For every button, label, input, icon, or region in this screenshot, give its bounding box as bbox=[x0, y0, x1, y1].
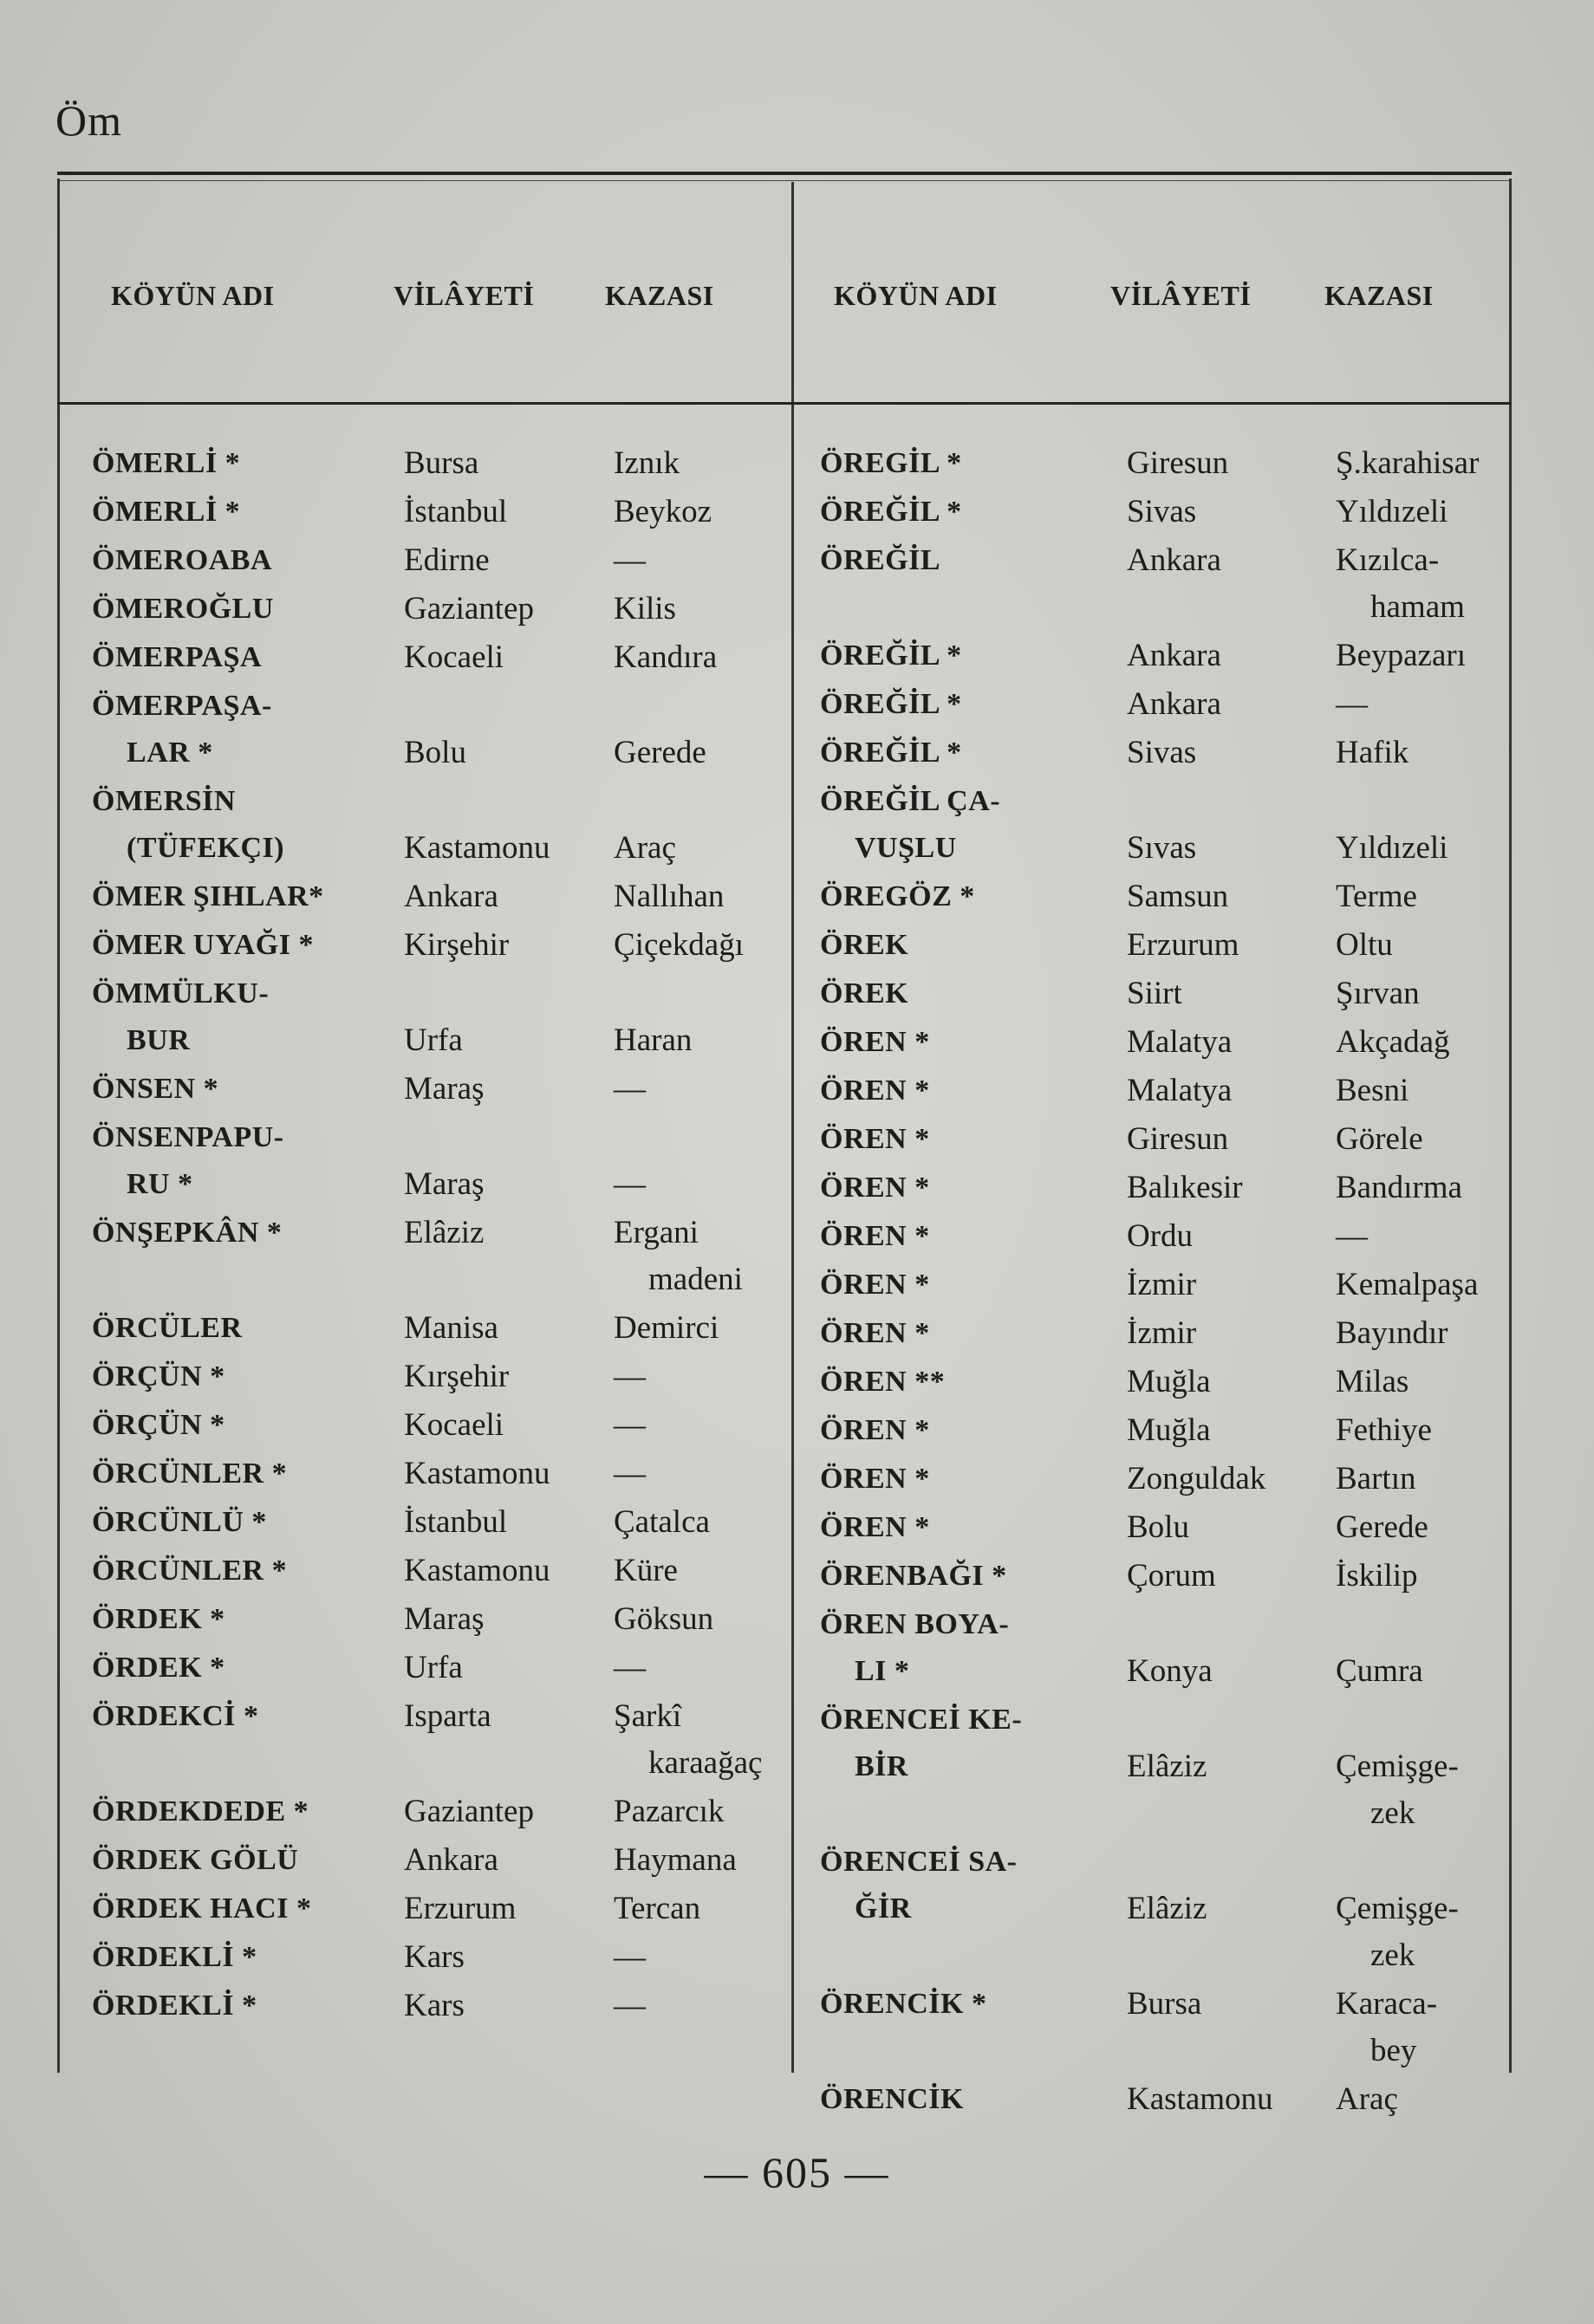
village-name bbox=[92, 586, 274, 633]
district bbox=[614, 489, 712, 536]
district-line: Iznık bbox=[614, 445, 680, 481]
district bbox=[614, 1499, 710, 1546]
village-name-line: ÖMER UYAĞI * bbox=[92, 929, 314, 961]
village-name-line: ÖREGİL * bbox=[820, 447, 962, 479]
village-name-line: ÖRDEK * bbox=[92, 1652, 225, 1684]
district bbox=[614, 1017, 692, 1064]
district bbox=[1336, 633, 1466, 679]
province: Elâziz bbox=[1127, 1891, 1207, 1926]
province: Ankara bbox=[404, 1842, 498, 1878]
district bbox=[1336, 970, 1420, 1017]
village-name bbox=[92, 1210, 282, 1256]
district-line: — bbox=[614, 1359, 646, 1394]
village-name bbox=[92, 1114, 284, 1208]
province: Ankara bbox=[404, 879, 498, 914]
district bbox=[614, 730, 706, 776]
village-name bbox=[92, 489, 240, 536]
district bbox=[1336, 2076, 1398, 2123]
province: Kars bbox=[404, 1939, 465, 1975]
village-name-line: ÖREN * bbox=[820, 1463, 930, 1495]
village-name-continuation: LAR * bbox=[127, 737, 213, 769]
province: Elâziz bbox=[1127, 1749, 1207, 1784]
village-name-line: ÖRDEKLİ * bbox=[92, 1990, 257, 2022]
village-name bbox=[92, 683, 272, 776]
district-line: Pazarcık bbox=[614, 1794, 725, 1829]
village-name bbox=[820, 489, 962, 536]
village-name bbox=[820, 1407, 930, 1454]
village-name bbox=[820, 633, 962, 679]
province: Kocaeli bbox=[404, 639, 504, 675]
header-kazasi: KAZASI bbox=[1324, 280, 1434, 311]
province: Ordu bbox=[1127, 1218, 1194, 1254]
province: Muğla bbox=[1127, 1364, 1211, 1399]
district-line: Haran bbox=[614, 1022, 693, 1058]
province: Siirt bbox=[1127, 976, 1182, 1011]
district bbox=[614, 1402, 646, 1449]
district-line: — bbox=[614, 1456, 646, 1491]
village-name bbox=[92, 1934, 257, 1981]
district-line: Demirci bbox=[614, 1310, 719, 1346]
village-name-line: ÖREK bbox=[820, 977, 909, 1009]
village-name bbox=[820, 778, 1000, 872]
district bbox=[614, 922, 744, 969]
village-name bbox=[820, 681, 962, 728]
district bbox=[1336, 681, 1368, 728]
village-name bbox=[820, 1697, 1022, 1790]
village-name-line: ÖNŞEPKÂN * bbox=[92, 1217, 283, 1249]
district-line: Göksun bbox=[614, 1601, 714, 1637]
district-line: Şırvan bbox=[1336, 976, 1420, 1011]
district bbox=[614, 1983, 646, 2029]
district-continuation: zek bbox=[1370, 1795, 1415, 1831]
village-name-line: ÖRENCİK bbox=[820, 2083, 964, 2115]
district bbox=[614, 1354, 646, 1400]
district-line: Beykoz bbox=[614, 494, 712, 529]
village-name bbox=[820, 1019, 930, 1066]
district bbox=[614, 1161, 646, 1208]
district-line: Tercan bbox=[614, 1891, 701, 1926]
village-name bbox=[92, 440, 240, 487]
province: Bursa bbox=[404, 445, 479, 481]
village-name bbox=[92, 1451, 287, 1497]
district-line: Yıldızeli bbox=[1336, 494, 1448, 529]
province: Kastamonu bbox=[404, 830, 550, 866]
province: Urfa bbox=[404, 1022, 463, 1058]
village-name bbox=[820, 922, 908, 969]
village-name-line: ÖREN * bbox=[820, 1269, 930, 1301]
village-name-line: ÖREN * bbox=[820, 1511, 930, 1543]
district bbox=[614, 1837, 737, 1884]
village-name-line: ÖMEROABA bbox=[92, 544, 272, 576]
province: Konya bbox=[1127, 1653, 1213, 1689]
village-name bbox=[820, 440, 962, 487]
village-name-line: ÖRDEKCİ * bbox=[92, 1700, 259, 1732]
village-name-line: ÖMMÜLKU- bbox=[92, 977, 270, 1009]
district bbox=[614, 1451, 646, 1497]
district-continuation: karaağaç bbox=[648, 1745, 763, 1781]
district-line: Haymana bbox=[614, 1842, 737, 1878]
district bbox=[614, 1305, 719, 1352]
district-line: Milas bbox=[1336, 1364, 1409, 1399]
village-name-line: ÖRCÜNLÜ * bbox=[92, 1506, 267, 1538]
district bbox=[614, 1886, 700, 1932]
village-name-line: ÖNSEN * bbox=[92, 1073, 219, 1105]
province: Bursa bbox=[1127, 1986, 1202, 2022]
village-name-continuation: BİR bbox=[855, 1750, 908, 1782]
village-name-line: ÖRCÜNLER * bbox=[92, 1457, 288, 1490]
village-name-line: ÖRCÜLER bbox=[92, 1312, 243, 1344]
district-line: Görele bbox=[1336, 1121, 1423, 1157]
district-continuation: bey bbox=[1370, 2033, 1417, 2068]
village-name bbox=[820, 1165, 930, 1211]
running-head: Öm bbox=[55, 96, 122, 145]
village-name-line: ÖREĞİL * bbox=[820, 496, 962, 528]
district bbox=[614, 1548, 678, 1594]
village-name bbox=[820, 970, 908, 1017]
village-name-line: ÖREN * bbox=[820, 1317, 930, 1349]
village-name bbox=[92, 1354, 225, 1400]
province: Ankara bbox=[1127, 638, 1221, 673]
village-name-continuation: ĞİR bbox=[855, 1892, 912, 1925]
village-name-line: ÖRDEKDEDE * bbox=[92, 1795, 309, 1827]
district bbox=[1336, 1981, 1437, 2074]
district-line: Araç bbox=[1336, 2081, 1398, 2117]
village-name bbox=[820, 1068, 930, 1114]
province: Kirşehir bbox=[404, 927, 510, 963]
village-name bbox=[820, 2076, 964, 2123]
district bbox=[614, 1645, 646, 1691]
province: Urfa bbox=[404, 1650, 463, 1685]
province: Giresun bbox=[1127, 445, 1229, 481]
district bbox=[614, 1934, 646, 1981]
village-name bbox=[820, 1262, 930, 1308]
district bbox=[614, 1788, 724, 1835]
province: Malatya bbox=[1127, 1024, 1233, 1060]
district bbox=[614, 537, 646, 584]
province: İstanbul bbox=[404, 1504, 508, 1540]
province: Kastamonu bbox=[1127, 2081, 1273, 2117]
district-line: Kemalpaşa bbox=[1336, 1267, 1479, 1302]
district-line: Fethiye bbox=[1336, 1412, 1432, 1448]
village-name bbox=[92, 1693, 258, 1740]
district-line: — bbox=[614, 1988, 646, 2023]
province: Gaziantep bbox=[404, 591, 534, 626]
district bbox=[1336, 1743, 1459, 1837]
province: Kırşehir bbox=[404, 1359, 510, 1394]
province: Maraş bbox=[404, 1166, 485, 1202]
district bbox=[1336, 1886, 1459, 1979]
district bbox=[1336, 1262, 1478, 1308]
district-continuation: madeni bbox=[648, 1262, 743, 1297]
header-vilayeti: VİLÂYETİ bbox=[1110, 280, 1252, 311]
village-name bbox=[92, 537, 272, 584]
district-line: Küre bbox=[614, 1553, 678, 1588]
district-line: Çemişge- bbox=[1336, 1891, 1459, 1926]
district-line: Çumra bbox=[1336, 1653, 1423, 1689]
province: Manisa bbox=[404, 1310, 498, 1346]
village-name bbox=[820, 873, 975, 920]
village-name-line: ÖRDEK HACI * bbox=[92, 1892, 312, 1925]
district bbox=[1336, 1116, 1423, 1163]
village-name-line: ÖREN BOYA- bbox=[820, 1608, 1010, 1640]
village-name-line: ÖRENCİK * bbox=[820, 1988, 987, 2020]
district bbox=[614, 1210, 743, 1303]
district bbox=[614, 1693, 762, 1787]
village-name-line: ÖNSENPAPU- bbox=[92, 1121, 284, 1153]
village-name-line: ÖMERPAŞA bbox=[92, 641, 263, 673]
district bbox=[1336, 1504, 1428, 1551]
district bbox=[1336, 1456, 1415, 1503]
province: Ankara bbox=[1127, 686, 1221, 722]
left-header-row bbox=[57, 280, 791, 323]
village-name bbox=[92, 970, 269, 1064]
village-name-line: ÖRÇÜN * bbox=[92, 1409, 225, 1441]
district-line: Beypazarı bbox=[1336, 638, 1466, 673]
district bbox=[614, 440, 680, 487]
district-line: — bbox=[614, 1407, 646, 1443]
village-name-line: ÖREN * bbox=[820, 1026, 930, 1058]
village-name bbox=[92, 1788, 309, 1835]
district bbox=[1336, 922, 1393, 969]
village-name-line: ÖRENCEİ KE- bbox=[820, 1704, 1023, 1736]
header-koy-adi: KÖYÜN ADI bbox=[111, 280, 275, 311]
province: Çorum bbox=[1127, 1558, 1216, 1594]
village-name-line: ÖMERSİN bbox=[92, 785, 236, 817]
district-line: — bbox=[614, 542, 646, 578]
province: Zonguldak bbox=[1127, 1461, 1266, 1496]
village-name-continuation: RU * bbox=[127, 1168, 193, 1200]
district-line: — bbox=[614, 1650, 646, 1685]
village-name bbox=[820, 1981, 986, 2028]
village-name-line: ÖMERLİ * bbox=[92, 447, 241, 479]
province: Elâziz bbox=[404, 1215, 485, 1250]
province: Kastamonu bbox=[404, 1553, 550, 1588]
village-name-line: ÖMEROĞLU bbox=[92, 593, 274, 625]
header-kazasi: KAZASI bbox=[605, 280, 714, 311]
village-name bbox=[92, 1886, 311, 1932]
province: Giresun bbox=[1127, 1121, 1229, 1157]
district-line: Araç bbox=[614, 830, 676, 866]
province: Balıkesir bbox=[1127, 1170, 1243, 1205]
village-name bbox=[820, 1456, 930, 1503]
village-name bbox=[92, 778, 284, 872]
district-line: Ergani bbox=[614, 1215, 699, 1250]
index-table bbox=[57, 172, 1512, 2117]
province: İstanbul bbox=[404, 494, 508, 529]
district-continuation: zek bbox=[1370, 1938, 1415, 1973]
district-line: Gerede bbox=[614, 735, 706, 770]
district-line: — bbox=[1336, 1218, 1368, 1254]
district-line: Nallıhan bbox=[614, 879, 725, 914]
district bbox=[1336, 537, 1465, 631]
district-line: Oltu bbox=[1336, 927, 1393, 963]
village-name bbox=[820, 1839, 1017, 1932]
village-name-line: ÖRCÜNLER * bbox=[92, 1555, 288, 1587]
district bbox=[1336, 1213, 1368, 1260]
district-continuation: hamam bbox=[1370, 589, 1465, 625]
village-name-line: ÖMERLİ * bbox=[92, 496, 241, 528]
district-line: Bayındır bbox=[1336, 1315, 1448, 1351]
village-name-line: ÖREĞİL ÇA- bbox=[820, 785, 1001, 817]
village-name-line: ÖMERPAŞA- bbox=[92, 690, 272, 722]
province: İzmir bbox=[1127, 1267, 1197, 1302]
village-name-line: ÖREĞİL bbox=[820, 544, 941, 576]
village-name bbox=[92, 1402, 225, 1449]
village-name bbox=[92, 873, 324, 920]
district-line: — bbox=[614, 1166, 646, 1202]
province: Erzurum bbox=[404, 1891, 517, 1926]
village-name-line: ÖRENCEİ SA- bbox=[820, 1846, 1018, 1878]
district-line: Bandırma bbox=[1336, 1170, 1462, 1205]
province: Kars bbox=[404, 1988, 465, 2023]
province: Malatya bbox=[1127, 1073, 1233, 1108]
province: Sivas bbox=[1127, 735, 1197, 770]
village-name-line: ÖREĞİL * bbox=[820, 639, 962, 672]
district-line: Kızılca- bbox=[1336, 542, 1440, 578]
village-name-line: ÖRDEK * bbox=[92, 1603, 225, 1635]
district-line: Karaca- bbox=[1336, 1986, 1438, 2022]
village-name bbox=[92, 922, 314, 969]
village-name bbox=[820, 1116, 930, 1163]
district bbox=[614, 586, 676, 633]
village-name bbox=[92, 1837, 298, 1884]
district bbox=[614, 1066, 646, 1113]
district bbox=[1336, 1648, 1423, 1695]
district bbox=[1336, 1407, 1432, 1454]
district bbox=[614, 825, 676, 872]
district-line: Çiçekdağı bbox=[614, 927, 745, 963]
village-name bbox=[820, 1359, 945, 1405]
province: Ankara bbox=[1127, 542, 1221, 578]
district-line: Terme bbox=[1336, 879, 1417, 914]
village-name-continuation: VUŞLU bbox=[855, 832, 957, 864]
district-line: Bartın bbox=[1336, 1461, 1416, 1496]
district bbox=[1336, 440, 1479, 487]
village-name-line: ÖRDEK GÖLÜ bbox=[92, 1844, 299, 1876]
village-name-line: ÖRÇÜN * bbox=[92, 1360, 225, 1392]
district bbox=[1336, 1068, 1409, 1114]
district bbox=[1336, 489, 1448, 536]
village-name bbox=[820, 730, 962, 776]
province: Sivas bbox=[1127, 494, 1197, 529]
province: Maraş bbox=[404, 1601, 485, 1637]
district-line: Kandıra bbox=[614, 639, 718, 675]
province: Edirne bbox=[404, 542, 490, 578]
district-line: Çemişge- bbox=[1336, 1749, 1459, 1784]
district-line: Şarkî bbox=[614, 1698, 682, 1734]
district-line: — bbox=[614, 1939, 646, 1975]
right-header-row bbox=[794, 280, 1510, 323]
district-line: Çatalca bbox=[614, 1504, 710, 1540]
province: Maraş bbox=[404, 1071, 485, 1107]
district bbox=[614, 1596, 713, 1643]
village-name-continuation: BUR bbox=[127, 1024, 191, 1056]
district bbox=[1336, 1019, 1450, 1066]
village-name-line: ÖREN * bbox=[820, 1074, 930, 1107]
village-name bbox=[92, 1548, 287, 1594]
province: Bolu bbox=[1127, 1509, 1189, 1545]
province: İzmir bbox=[1127, 1315, 1197, 1351]
village-name-line: ÖREĞİL * bbox=[820, 737, 962, 769]
left-half bbox=[57, 172, 791, 2073]
village-name-line: ÖRDEKLİ * bbox=[92, 1941, 257, 1973]
village-name-continuation: (TÜFEKÇI) bbox=[127, 832, 285, 864]
village-name bbox=[92, 1066, 218, 1113]
village-name bbox=[92, 1596, 225, 1643]
district bbox=[1336, 1359, 1409, 1405]
village-name-line: ÖMER ŞIHLAR* bbox=[92, 880, 324, 912]
village-name bbox=[820, 1504, 930, 1551]
district-line: Kilis bbox=[614, 591, 676, 626]
district-line: Besni bbox=[1336, 1073, 1409, 1108]
district bbox=[1336, 825, 1448, 872]
village-name bbox=[820, 1310, 930, 1357]
district bbox=[614, 634, 717, 681]
province: Gaziantep bbox=[404, 1794, 534, 1829]
district bbox=[1336, 1165, 1462, 1211]
district bbox=[1336, 730, 1409, 776]
village-name bbox=[92, 634, 262, 681]
district-line: Yıldızeli bbox=[1336, 830, 1448, 866]
village-name bbox=[820, 1213, 930, 1260]
village-name-continuation: LI * bbox=[855, 1655, 910, 1687]
district-line: Hafik bbox=[1336, 735, 1409, 770]
village-name-line: ÖREN * bbox=[820, 1220, 930, 1252]
district-line: Ş.karahisar bbox=[1336, 445, 1480, 481]
page-number: — 605 — bbox=[704, 2148, 890, 2197]
village-name bbox=[92, 1645, 225, 1691]
district bbox=[1336, 1310, 1448, 1357]
village-name-line: ÖREN * bbox=[820, 1414, 930, 1446]
village-name bbox=[820, 537, 940, 584]
district bbox=[614, 873, 724, 920]
province: Muğla bbox=[1127, 1412, 1211, 1448]
province: Samsun bbox=[1127, 879, 1229, 914]
header-vilayeti: VİLÂYETİ bbox=[394, 280, 535, 311]
district-line: İskilip bbox=[1336, 1558, 1418, 1594]
province: Kocaeli bbox=[404, 1407, 504, 1443]
village-name-line: ÖREN * bbox=[820, 1123, 930, 1155]
right-half bbox=[794, 172, 1510, 2117]
village-name-line: ÖREĞİL * bbox=[820, 688, 962, 720]
village-name bbox=[820, 1601, 1009, 1695]
village-name bbox=[820, 1553, 1007, 1600]
village-name-line: ÖREN ** bbox=[820, 1366, 946, 1398]
village-name-line: ÖREGÖZ * bbox=[820, 880, 975, 912]
province: Erzurum bbox=[1127, 927, 1239, 963]
district-line: — bbox=[1336, 686, 1368, 722]
district bbox=[1336, 873, 1417, 920]
village-name-line: ÖREK bbox=[820, 929, 909, 961]
header-koy-adi: KÖYÜN ADI bbox=[834, 280, 998, 311]
district bbox=[1336, 1553, 1418, 1600]
village-name-line: ÖRENBAĞI * bbox=[820, 1560, 1007, 1592]
province: Sıvas bbox=[1127, 830, 1197, 866]
province: Isparta bbox=[404, 1698, 491, 1734]
province: Kastamonu bbox=[404, 1456, 550, 1491]
village-name bbox=[92, 1499, 267, 1546]
province: Bolu bbox=[404, 735, 466, 770]
village-name bbox=[92, 1983, 257, 2029]
village-name bbox=[92, 1305, 243, 1352]
village-name-line: ÖREN * bbox=[820, 1172, 930, 1204]
district-line: — bbox=[614, 1071, 646, 1107]
district-line: Gerede bbox=[1336, 1509, 1428, 1545]
district-line: Akçadağ bbox=[1336, 1024, 1450, 1060]
